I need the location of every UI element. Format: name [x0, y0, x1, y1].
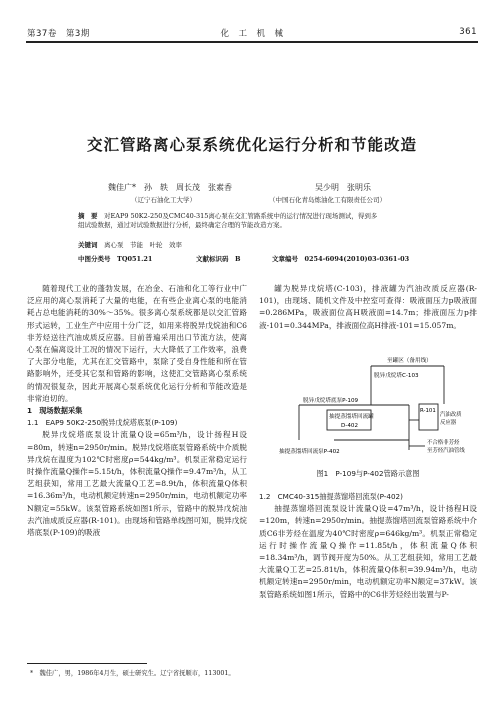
abstract-label: 摘 要 [78, 212, 98, 220]
abstract-line-2: 组试验数据，通过对试验数据进行分析，最终确定合理的节能改造方案。 [78, 221, 286, 229]
left-column [27, 283, 247, 539]
subsection-heading-1-1: 1.1 EAP9 50K2-250脱异戊烷塔底泵(P-109) [27, 418, 178, 428]
paper-title: 交汇管路离心泵系统优化运行分析和节能改造 [86, 136, 417, 154]
right-paragraph-1: 罐为脱异戊烷塔(C-103)，排液罐为汽油改质反应器(R-101)，由现场、随机文件及中控室可查得：吸液面压力p吸液面=0.286MPa，吸液面位高H吸液面=14.7m；排液面压力p排液-101=0.344MPa，排液面位高H排液-101=15.057m。 [259, 284, 477, 330]
right-column-top [259, 283, 477, 332]
label-d402-a: 抽提蒸馏塔回流罐 [329, 414, 374, 420]
footnote: * 魏佳广，男，1986年4月生，硕士研究生。辽宁省抚顺市，113001。 [30, 670, 235, 677]
header-rule [26, 41, 478, 43]
abstract [78, 212, 438, 230]
keywords-text: 离心泵 节能 叶轮 效率 [104, 241, 182, 249]
author-group-1: 魏佳广* 孙 轶 周长茂 张素香 [108, 183, 232, 192]
label-p402: 抽提蒸馏塔回流泵P-402 [279, 449, 340, 455]
label-r101-c: 反应器 [440, 420, 457, 426]
label-d402-b: D-402 [341, 423, 359, 429]
figure-1 [259, 350, 477, 462]
keywords [78, 241, 182, 250]
journal-volume: 第37卷 第3期 [27, 29, 90, 39]
p109-paragraph: 脱异戊烷塔底泵设计流量Q设=65m³/h，设计扬程H设=80m，转速n=2950r/min。脱异戊烷塔底泵管路系统中介质脱异戊烷在温度为102℃时密度ρ=544kg/m³。机泵正常稳定运行时操作流量Q操作=5.15t/h，体积流量Q操作=9.47m³/h，从工艺组获知，常用工艺最大流量Q工艺=8.9t/h，体积流量Q体积=16.36m³/h，电动机额定转速n=2950r/min，电动机额定功率N额定=55kW。该泵管路系统如图1所示，管路中的脱异戊烷油去汽油成质反应器(R-101)。由现场和管路单线图可知，脱异戊烷塔底泵(P-109)的吸液 [27, 430, 247, 538]
footnote-rule [27, 663, 147, 664]
label-tank-top: 至罐区（备用线） [387, 358, 432, 364]
label-p109: 脱异戊烷塔底泵P-109 [303, 398, 359, 404]
label-c6-b: 至芳烃汽油管线 [427, 448, 465, 454]
keywords-label: 关键词 [78, 241, 98, 249]
affiliation-2: （中国石化青岛炼油化工有限责任公司） [269, 196, 386, 204]
author-group-2: 吴少明 张明乐 [315, 183, 371, 192]
clc-number: 中图分类号 TQ051.21 [78, 255, 153, 263]
abstract-line-1: 对EAP9 50K2-250及CMC40-315离心泵在交汇管路系统中的运行情况进行现场测试，得到多 [104, 212, 378, 220]
pipeline-diagram [259, 350, 477, 462]
label-c103: 脱异戊烷塔C-103 [374, 373, 419, 379]
intro-paragraph: 随着现代工业的蓬勃发展，在冶金、石油和化工等行业中广泛应用的离心泵消耗了大量的电能，在有些企业离心泵的电能消耗占总电能消耗的30%～35%。很多离心泵系统都是以交汇管路形式运转，工业生产中应用十分广泛，如用来将脱异戊烷油和C6非芳烃送往汽油成质反应器。目前普遍采用出口节流方法，使离心泵在偏离设计工况的情况下运行，大大降低了工作效率，浪费了大部分电能，尤其在汇交管路中，泵除了受自身性能和所在管路影响外，还受其它泵和管路的影响，这使汇交管路离心泵系统的情况很复杂，因此开展离心泵系统优化运行分析和节能改造是非常迫切的。 [27, 284, 247, 403]
document-code: 文献标识码 B [196, 255, 241, 263]
figure-caption: 图1 P-109与P-402管路示意图 [316, 469, 420, 478]
label-r101-a: R-101 [420, 408, 436, 414]
section-heading-1: 1 现场数据采集 [27, 406, 83, 416]
subsection-heading-1-2: 1.2 CMC40-315抽提蒸馏塔回流泵(P-402) [259, 492, 403, 501]
right-column-bottom [259, 491, 477, 601]
affiliation-1: （辽宁石油化工大学） [131, 196, 196, 204]
label-c6-a: 不合格非芳烃 [427, 440, 460, 446]
label-r101-b: 汽油改质 [440, 412, 462, 418]
p402-paragraph: 抽提蒸馏塔回流泵设计流量Q设=47m³/h，设计扬程H设=120m，转速n=2950r/min。抽提蒸馏塔回流泵管路系统中介质C6非芳烃在温度为40℃时密度ρ=646kg/m³。机泵正常稳定运行时操作流量Q操作=11.85t/h，体积流量Q体积=18.34m³/h，调节阀开度为50%。从工艺组获知，常用工艺最大流量Q工艺=25.81t/h，体积流量Q体积=39.94m³/h，电动机额定转速n=2950r/min，电动机额定功率N额定=37kW。该泵管路系统如图1所示，管路中的C6非芳烃经出装置与P- [259, 504, 477, 599]
article-number: 文章编号 0254-6094(2010)03-0361-03 [272, 255, 410, 263]
page-number: 361 [459, 27, 477, 37]
journal-name: 化 工 机 械 [220, 29, 284, 39]
